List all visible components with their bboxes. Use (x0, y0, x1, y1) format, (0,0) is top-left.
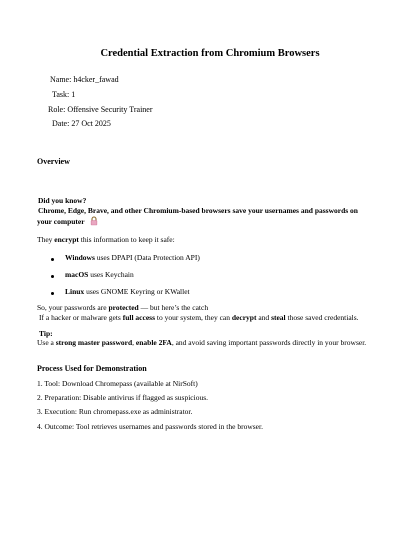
document-title: Credential Extraction from Chromium Browsers (100, 48, 320, 59)
protected-l2-c: to your system, they can (155, 313, 232, 322)
bullet-bold: Windows (65, 253, 95, 262)
protected-line1 (37, 303, 208, 313)
did-you-know-label: Did you know? (38, 196, 87, 205)
meta-date: Date: 27 Oct 2025 (52, 119, 111, 128)
process-step: 2. Preparation: Disable antivirus if flagged as suspicious. (37, 393, 209, 402)
encrypt-pre: They (37, 235, 55, 244)
encrypt-post: this information to keep it safe: (78, 235, 175, 244)
protected-l2-d: decrypt (231, 313, 257, 322)
tip-c: , (132, 338, 136, 347)
tip-e: , and avoid saving important passwords directly in your browser. (171, 338, 367, 347)
protected-line2 (39, 313, 359, 323)
lock-icon (89, 216, 99, 226)
bullet-rest: uses DPAPI (Data Protection API) (94, 253, 200, 262)
bullet-dot (51, 258, 54, 261)
protected-l2-g: those saved credentials. (285, 313, 359, 322)
did-you-know-line2 (37, 216, 99, 227)
bullet-rest: uses GNOME Keyring or KWallet (84, 287, 190, 296)
protected-bold: protected (108, 303, 139, 312)
protected-l2-b: full access (122, 313, 156, 322)
protected-l2-e: and (256, 313, 272, 322)
tip-b: strong master password (55, 338, 133, 347)
did-you-know-line1: Chrome, Edge, Brave, and other Chromium-based browsers save your usernames and passwords on (38, 206, 358, 215)
meta-role: Role: Offensive Security Trainer (48, 105, 153, 114)
protected-l2-a: If a hacker or malware gets (39, 313, 123, 322)
tip-text (37, 338, 366, 348)
tip-label: Tip: (39, 329, 53, 338)
process-step: 4. Outcome: Tool retrieves usernames and passwords stored in the browser. (37, 422, 263, 431)
protected-post: — but here’s the catch (138, 303, 209, 312)
overview-heading: Overview (37, 157, 70, 166)
process-step: 3. Execution: Run chromepass.exe as administrator. (37, 407, 193, 416)
bullet-bold: macOS (65, 270, 89, 279)
protected-l2-f: steal (271, 313, 286, 322)
bullet-dot (51, 292, 54, 295)
tip-d: enable 2FA (135, 338, 172, 347)
process-step: 1. Tool: Download Chromepass (available at NirSoft) (37, 379, 198, 388)
encrypt-bold: encrypt (54, 235, 79, 244)
bullet-rest: uses Keychain (88, 270, 134, 279)
bullet-item (65, 287, 190, 296)
bullet-item (65, 270, 134, 279)
protected-pre: So, your passwords are (37, 303, 109, 312)
bullet-bold: Linux (65, 287, 85, 296)
process-heading: Process Used for Demonstration (37, 364, 147, 373)
tip-a: Use a (37, 338, 56, 347)
meta-name: Name: h4cker_fawad (50, 75, 119, 84)
encrypt-line (37, 235, 175, 245)
did-you-know-line2-text: your computer (37, 217, 85, 226)
bullet-dot (51, 275, 54, 278)
meta-task: Task: 1 (52, 90, 76, 99)
bullet-item (65, 253, 200, 262)
